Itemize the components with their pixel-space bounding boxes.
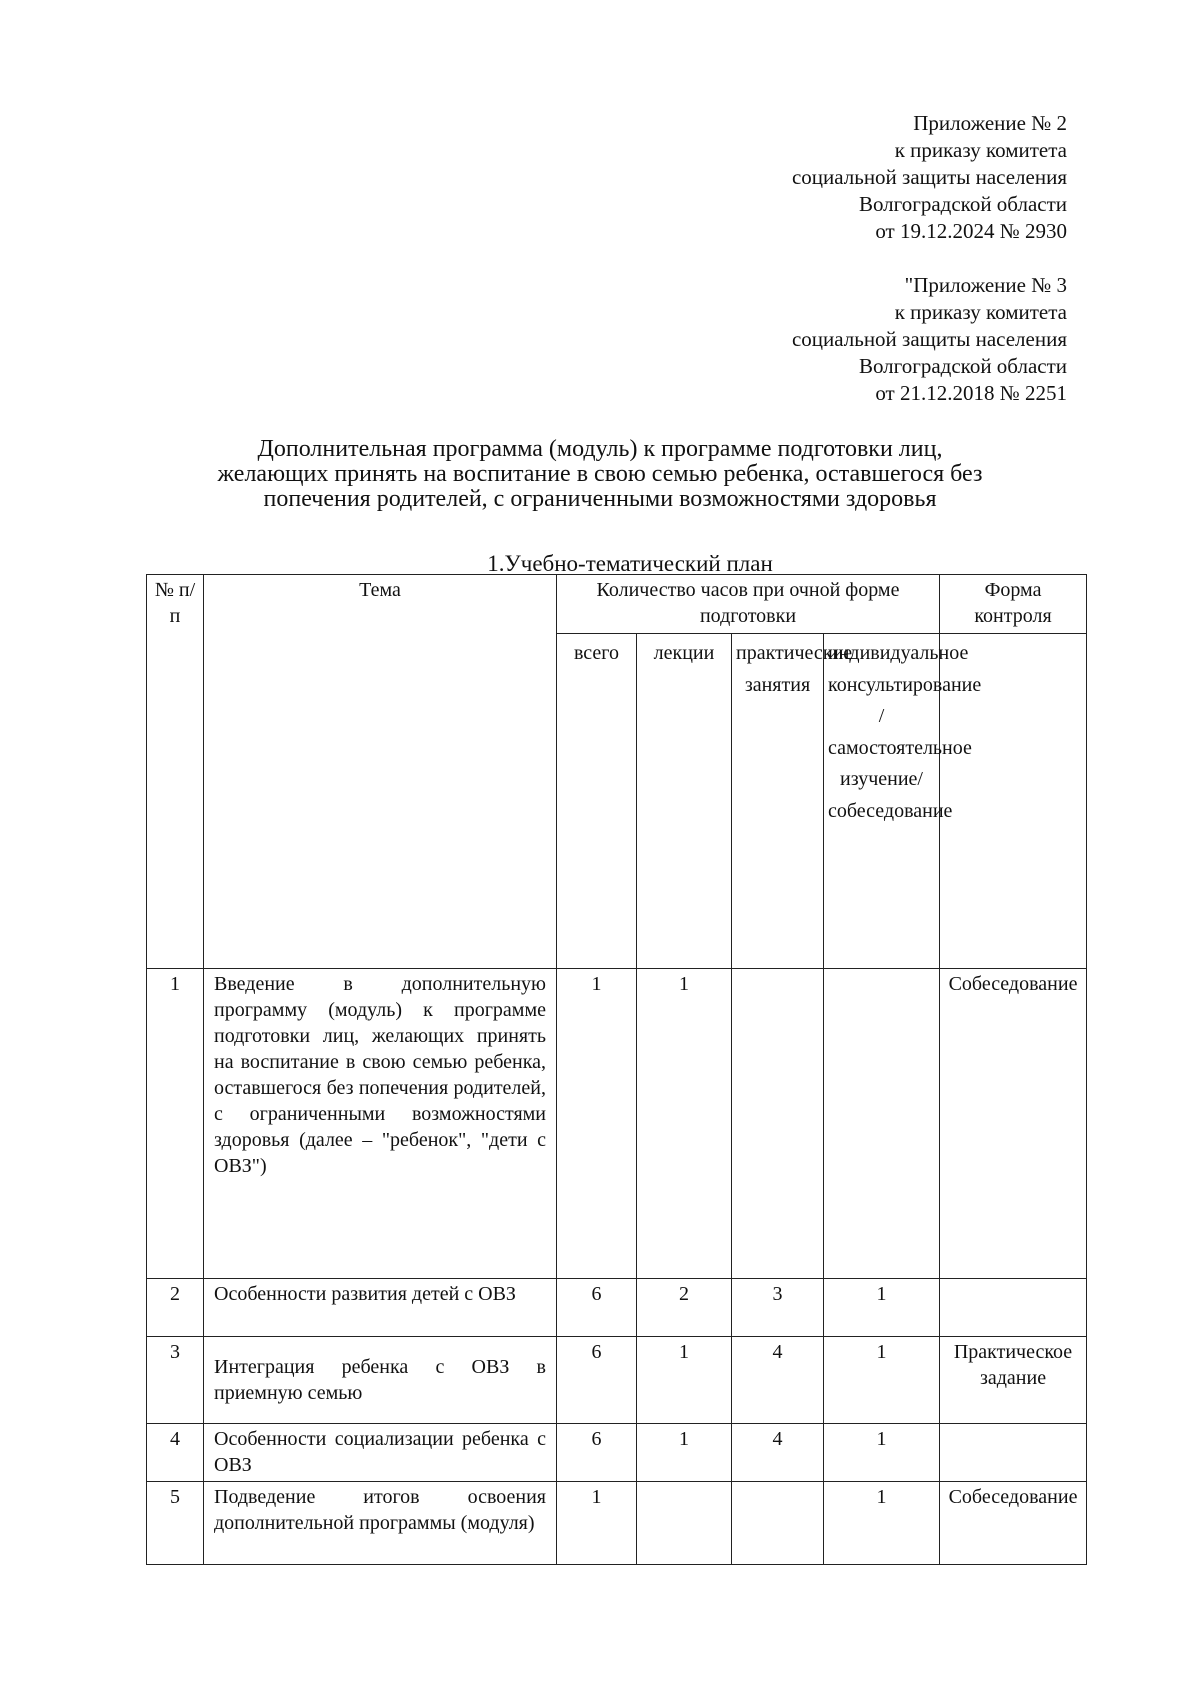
header-control: Форма контроля — [940, 575, 1087, 634]
row-lectures: 1 — [637, 1424, 732, 1482]
appendix-original-order — [792, 272, 1067, 407]
header-hours-group: Количество часов при очной форме подготовки — [557, 575, 940, 634]
appendix-line: Волгоградской области — [858, 192, 1067, 216]
appendix-line: "Приложение № 3 — [904, 273, 1067, 297]
row-individual: 1 — [824, 1482, 940, 1565]
appendix-line: социальной защиты населения — [791, 165, 1067, 189]
row-total: 1 — [557, 969, 637, 1279]
curriculum-table — [146, 574, 1087, 1565]
row-control: Практическое задание — [940, 1337, 1087, 1424]
row-num: 3 — [147, 1337, 204, 1424]
appendix-line: к приказу комитета — [894, 138, 1067, 162]
row-total: 6 — [557, 1424, 637, 1482]
table-row — [147, 1337, 1087, 1424]
row-practical: 3 — [732, 1279, 824, 1337]
row-practical: 4 — [732, 1424, 824, 1482]
row-lectures: 1 — [637, 1337, 732, 1424]
row-individual: 1 — [824, 1424, 940, 1482]
row-control — [940, 1279, 1087, 1337]
row-individual: 1 — [824, 1279, 940, 1337]
header-total: всего — [557, 634, 637, 969]
row-topic: Особенности социализации ребенка с ОВЗ — [204, 1424, 557, 1482]
table-header-row — [147, 575, 1087, 634]
row-num: 2 — [147, 1279, 204, 1337]
table-row — [147, 1279, 1087, 1337]
appendix-line: социальной защиты населения — [791, 327, 1067, 351]
header-individual: индивидуальное консультирование / самостоятельное изучение/ собеседование — [824, 634, 940, 969]
row-topic: Интеграция ребенка с ОВЗ в приемную семью — [204, 1337, 557, 1424]
header-practical: практические занятия — [732, 634, 824, 969]
row-control: Собеседование — [940, 1482, 1087, 1565]
appendix-line: к приказу комитета — [894, 300, 1067, 324]
row-lectures: 2 — [637, 1279, 732, 1337]
row-topic: Подведение итогов освоения дополнительной программы (модуля) — [204, 1482, 557, 1565]
appendix-line: Волгоградской области — [858, 354, 1067, 378]
row-control: Собеседование — [940, 969, 1087, 1279]
row-num: 4 — [147, 1424, 204, 1482]
header-topic: Тема — [204, 575, 557, 969]
title-line: попечения родителей, с ограниченными возможностями здоровья — [263, 486, 937, 512]
table-row — [147, 969, 1087, 1279]
document-title — [110, 437, 1090, 512]
row-total: 6 — [557, 1337, 637, 1424]
table-row — [147, 1482, 1087, 1565]
row-topic: Особенности развития детей с ОВЗ — [204, 1279, 557, 1337]
row-individual — [824, 969, 940, 1279]
row-total: 1 — [557, 1482, 637, 1565]
row-total: 6 — [557, 1279, 637, 1337]
appendix-line: Приложение № 2 — [913, 111, 1067, 135]
appendix-current-order — [792, 110, 1067, 245]
table-row — [147, 1424, 1087, 1482]
title-line: Дополнительная программа (модуль) к программе подготовки лиц, — [257, 436, 943, 462]
row-practical — [732, 1482, 824, 1565]
title-line: желающих принять на воспитание в свою семью ребенка, оставшегося без — [217, 461, 983, 487]
row-practical — [732, 969, 824, 1279]
row-lectures: 1 — [637, 969, 732, 1279]
header-lectures: лекции — [637, 634, 732, 969]
row-topic: Введение в дополнительную программу (модуль) к программе подготовки лиц, желающих принять на воспитание в свою семью ребенка, оставшегося без попечения родителей, с ограниченными возможностями здоровья (далее – "ребенок", "дети с ОВЗ") — [204, 969, 557, 1279]
appendix-line: от 19.12.2024 № 2930 — [875, 219, 1067, 243]
appendix-line: от 21.12.2018 № 2251 — [875, 381, 1067, 405]
row-lectures — [637, 1482, 732, 1565]
row-individual: 1 — [824, 1337, 940, 1424]
row-num: 1 — [147, 969, 204, 1279]
row-control — [940, 1424, 1087, 1482]
header-num: № п/п — [147, 575, 204, 969]
row-num: 5 — [147, 1482, 204, 1565]
row-practical: 4 — [732, 1337, 824, 1424]
section-title: 1.Учебно-тематический план — [487, 551, 773, 576]
